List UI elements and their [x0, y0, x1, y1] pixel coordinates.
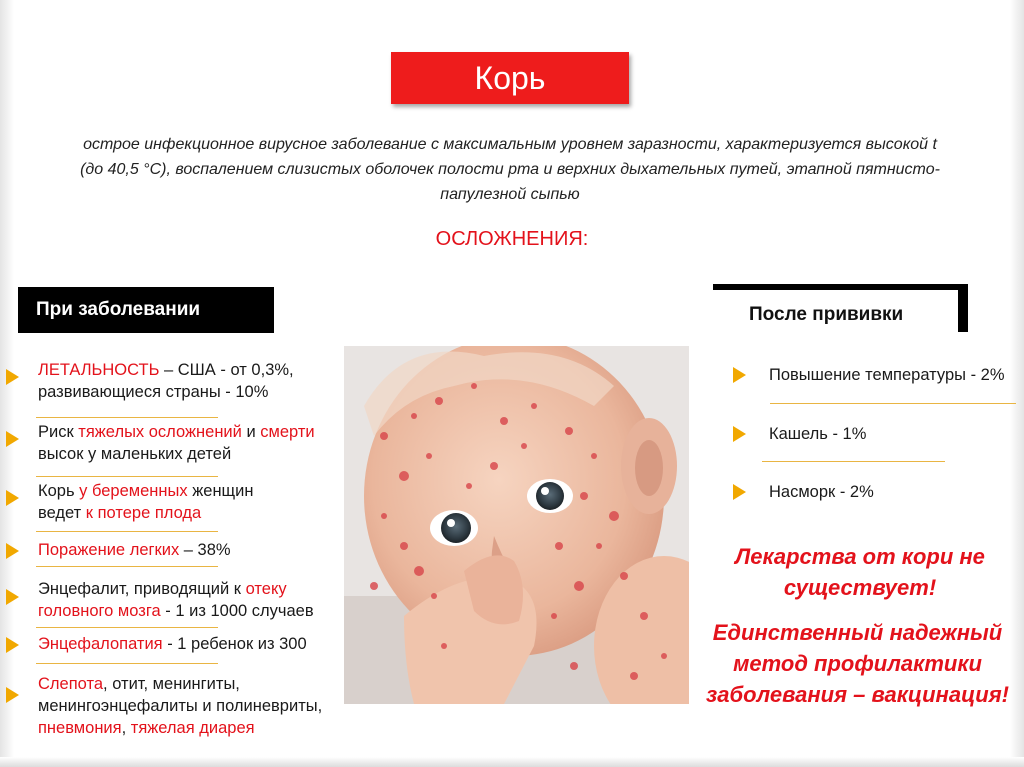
slide-frame-bottom [0, 757, 1024, 767]
item-text: Насморк - 2% [769, 483, 874, 501]
list-item [38, 539, 231, 561]
bullet-arrow-icon [6, 490, 19, 506]
item-text: Поражение легких [38, 541, 180, 559]
list-item [769, 423, 866, 445]
divider [36, 663, 218, 664]
bullet-arrow-icon [6, 589, 19, 605]
callout-line: заболевания – вакцинация! [705, 682, 1009, 707]
callout-line: Единственный надежный [712, 620, 1003, 645]
divider [762, 461, 945, 462]
right-column-header [713, 284, 968, 332]
bullet-arrow-icon [6, 637, 19, 653]
item-text: и [241, 423, 261, 441]
list-item [38, 421, 315, 465]
list-item [38, 633, 307, 655]
list-item [38, 480, 253, 524]
title-banner [391, 52, 629, 104]
definition-line: острое инфекционное вирусное заболевание с максимальным уровнем заразности, характеризуется высокой t [83, 136, 937, 153]
item-text: , [121, 719, 131, 737]
item-text: Энцефалит, приводящий к [38, 580, 246, 598]
item-text: у беременных [79, 482, 188, 500]
slide-title: Корь [474, 59, 546, 96]
item-text: пневмония [38, 719, 122, 737]
item-text: отеку [245, 580, 287, 598]
item-text: , отит, менингиты, [103, 675, 240, 693]
bullet-arrow-icon [733, 367, 746, 383]
no-cure-callout [700, 541, 1020, 603]
item-text: Энцефалопатия [38, 635, 163, 653]
item-text: – США - от 0,3%, [159, 361, 294, 379]
list-item [769, 481, 874, 503]
baby-with-rash-photo [344, 346, 689, 704]
item-text: ведет [38, 504, 86, 522]
bullet-arrow-icon [6, 369, 19, 385]
divider [36, 476, 218, 477]
vaccination-callout [695, 617, 1020, 710]
item-text: Повышение температуры - 2% [769, 366, 1005, 384]
divider [36, 627, 218, 628]
bullet-arrow-icon [733, 484, 746, 500]
divider [36, 531, 218, 532]
item-text: Корь [38, 482, 80, 500]
right-header-label: После прививки [749, 304, 904, 325]
item-text: высок у маленьких детей [38, 445, 232, 463]
left-header-label: При заболевании [36, 299, 201, 320]
callout-line: существует! [783, 575, 937, 600]
item-text: ЛЕТАЛЬНОСТЬ [38, 361, 160, 379]
item-text: развивающиеся страны - 10% [38, 383, 269, 401]
bullet-arrow-icon [6, 687, 19, 703]
item-text: тяжелая диарея [130, 719, 255, 737]
list-item [38, 673, 322, 739]
item-text: - 1 из 1000 случаев [160, 602, 314, 620]
item-text: - 1 ребенок из 300 [162, 635, 307, 653]
item-text: к потере плода [85, 504, 202, 522]
bullet-arrow-icon [6, 543, 19, 559]
item-text: Риск [38, 423, 79, 441]
definition-text [30, 132, 990, 207]
list-item [38, 359, 294, 403]
item-text: смерти [260, 423, 315, 441]
bullet-arrow-icon [6, 431, 19, 447]
list-item [769, 364, 1005, 386]
divider [770, 403, 1016, 404]
definition-line: папулезной сыпью [440, 186, 580, 203]
definition-line: (до 40,5 °С), воспалением слизистых оболочек полости рта и верхних дыхательных путей, этапной пятнисто- [80, 161, 940, 178]
item-text: – 38% [179, 541, 231, 559]
callout-line: Лекарства от кори не [735, 544, 985, 569]
item-text: женщин [187, 482, 254, 500]
item-text: Кашель - 1% [769, 425, 867, 443]
complications-heading: ОСЛОЖНЕНИЯ: [435, 228, 589, 250]
item-text: головного мозга [38, 602, 161, 620]
bullet-arrow-icon [733, 426, 746, 442]
divider [36, 566, 218, 567]
list-item [38, 578, 314, 622]
item-text: Слепота [38, 675, 104, 693]
item-text: менингоэнцефалиты и полиневриты, [38, 697, 323, 715]
divider [36, 417, 218, 418]
left-column-header [18, 287, 274, 333]
callout-line: метод профилактики [733, 651, 982, 676]
item-text: тяжелых осложнений [78, 423, 242, 441]
